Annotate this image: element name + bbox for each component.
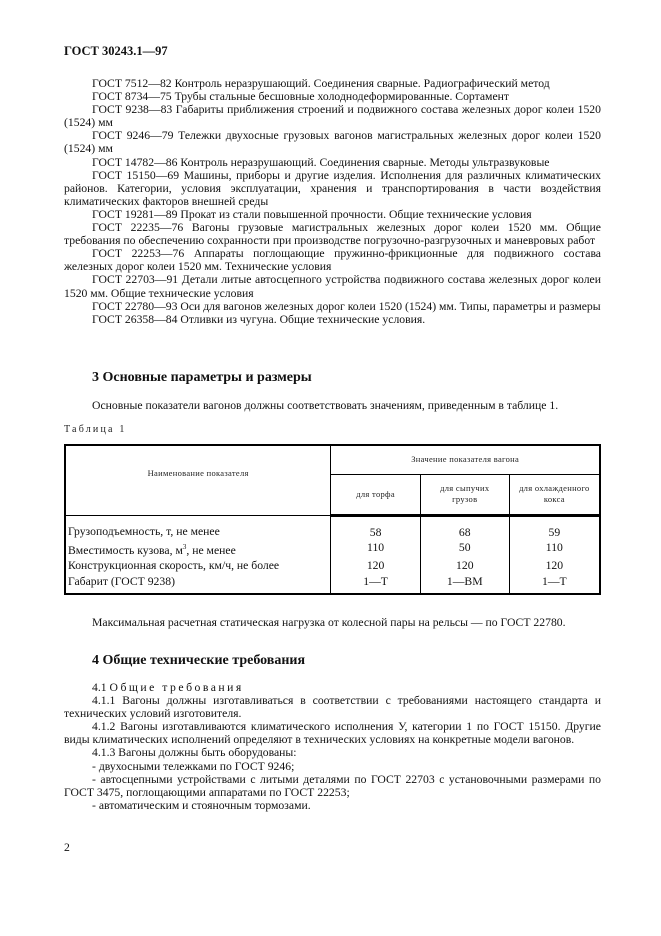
table-caption: Таблица 1 <box>64 424 127 435</box>
reference-item: ГОСТ 26358—84 Отливки из чугуна. Общие технические условия. <box>92 312 426 326</box>
reference-item: ГОСТ 22780—93 Оси для вагонов железных дорог колеи 1520 (1524) мм. Типы, параметры и размеры <box>92 299 601 313</box>
group-header: Значение показателя вагона <box>331 445 600 474</box>
section-3-note: Максимальная расчетная статическая нагрузка от колесной пары на рельсы — по ГОСТ 22780. <box>92 616 566 629</box>
reference-item: ГОСТ 9246—79 Тележки двухосные грузовых вагонов магистральных железных дорог колеи 1520 (1524) мм <box>64 129 601 156</box>
document-header: ГОСТ 30243.1—97 <box>64 44 168 58</box>
table-row: Конструкционная скорость, км/ч, не более 120 120 120 <box>65 558 600 574</box>
parameters-table <box>64 444 601 595</box>
list-item: - автоматическим и стояночным тормозами. <box>92 798 311 812</box>
column-header: для охлажденного кокса <box>509 474 600 515</box>
reference-item: ГОСТ 22703—91 Детали литые автосцепного устройства подвижного состава железных дорог колеи 1520 мм. Общие технические условия <box>64 273 601 300</box>
reference-item: ГОСТ 8734—75 Трубы стальные бесшовные холоднодеформированные. Сортамент <box>92 90 510 104</box>
reference-item: ГОСТ 15150—69 Машины, приборы и другие изделия. Исполнения для различных климатических районов. Категории, условия эксплуатации, хранения и транспортирования в части воздействия климатических факторов внешней среды <box>64 168 601 208</box>
table-row: Габарит (ГОСТ 9238) 1—Т 1—ВМ 1—Т <box>65 574 600 595</box>
list-item: - двухосными тележками по ГОСТ 9246; <box>92 759 295 773</box>
paragraph: 4.1.3 Вагоны должны быть оборудованы: <box>92 746 297 760</box>
list-item: - автосцепными устройствами с литыми деталями по ГОСТ 22703 с установочными размерами по ГОСТ 3475, поглощающими аппаратами по ГОСТ 22253; <box>64 772 601 799</box>
reference-item: ГОСТ 14782—86 Контроль неразрушающий. Соединения сварные. Методы ультразвуковые <box>92 155 550 169</box>
section-3-intro: Основные показатели вагонов должны соответствовать значениям, приведенным в таблице 1. <box>92 399 559 412</box>
column-header: для торфа <box>331 474 421 515</box>
reference-item: ГОСТ 22235—76 Вагоны грузовые магистральных железных дорог колеи 1520 мм. Общие требования по обеспечению сохранности при производстве погрузочно-разгрузочных и маневровых работ <box>64 221 601 248</box>
reference-item: ГОСТ 19281—89 Прокат из стали повышенной прочности. Общие технические условия <box>92 207 532 221</box>
section-4-heading: 4 Общие технические требования <box>92 653 306 668</box>
section-3-heading: 3 Основные параметры и размеры <box>92 370 312 385</box>
page-number: 2 <box>64 841 70 854</box>
normative-references <box>64 77 601 326</box>
table-row: Вместимость кузова, $м^3$, не менее 110 50 110 <box>65 540 600 558</box>
subsection-heading: 4.1 Общие требования <box>92 681 244 694</box>
column-header-name: Наименование показателя <box>65 445 331 515</box>
reference-item: ГОСТ 9238—83 Габариты приближения строений и подвижного состава железных дорог колеи 1520 (1524) мм <box>64 103 601 130</box>
paragraph: 4.1.1 Вагоны должны изготавливаться в соответствии с требованиями настоящего стандарта и технических условий изготовителя. <box>64 694 601 721</box>
table-row: Грузоподъемность, т, не менее 58 68 59 <box>65 515 600 540</box>
section-4-body <box>64 681 601 812</box>
paragraph: 4.1.2 Вагоны изготавливаются климатического исполнения У, категории 1 по ГОСТ 15150. Другие виды климатических исполнений определяют в технических условиях на конкретные модели вагонов. <box>64 720 601 747</box>
reference-item: ГОСТ 22253—76 Аппараты поглощающие пружинно-фрикционные для подвижного состава железных дорог колеи 1520 мм. Технические условия <box>64 247 601 274</box>
column-header: для сыпучих грузов <box>420 474 509 515</box>
reference-item: ГОСТ 7512—82 Контроль неразрушающий. Соединения сварные. Радиографический метод <box>92 77 550 90</box>
